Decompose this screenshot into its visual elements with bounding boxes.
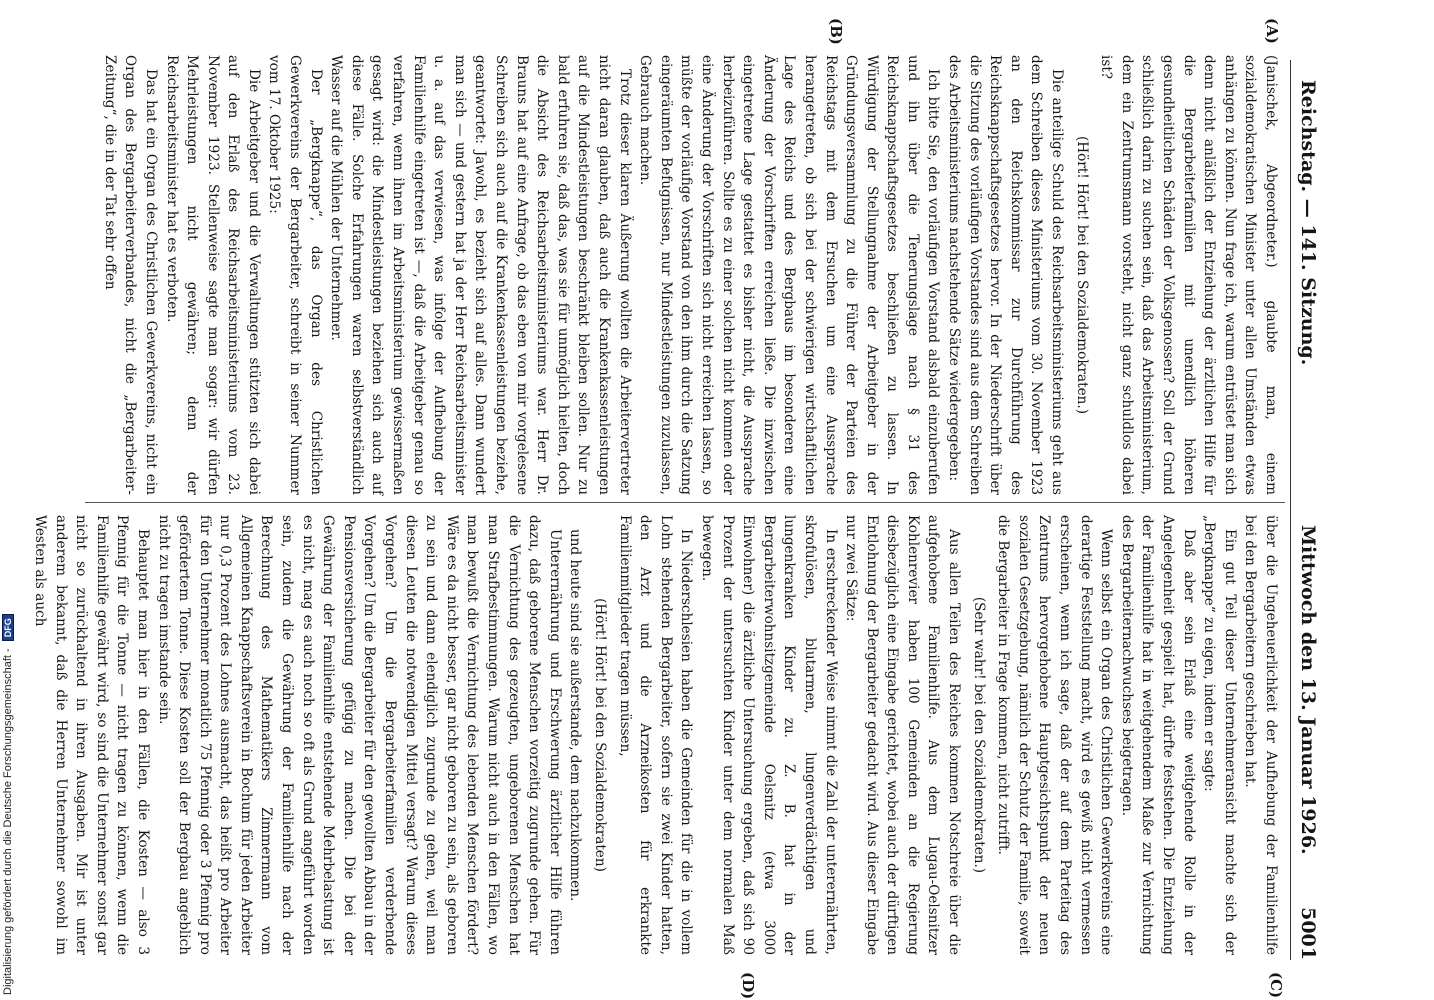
interjection: (Hört! Hört! bei den Sozialdemokraten) <box>592 598 608 872</box>
quoted-paragraph: Daß aber sein Erlaß eine weitgehende Rolle in der Angelegenheit gespielt hat, dürfte feststehen. Die Entziehung der Familienhilfe hat in weitgehendem Maße zur Vernichtung des Bergarbeiternachwuchses beigetragen. <box>1118 515 1197 955</box>
margin-mark-b: (B) <box>827 18 845 45</box>
text-column-right <box>31 515 1281 955</box>
paragraph: (Janischek, Abgeordneter.) glaubte man, einem sozialdemokratischen Minister unter allen Umständen etwas anhängen zu können. Nun frage ich, warum entrüstet man sich denn nicht anläßlich der Entziehung der ärztlichen Hilfe für die Bergarbeiterfamilien mit unendlich höheren gesundheitlichen Schäden der Volksgenossen? Soll der Grund schließlich darin zu suchen sein, daß das Arbeitsministerium, dem ein Zentrumsmann vorsteht, nicht ganz schuldlos dabei ist? <box>1098 55 1279 495</box>
paragraph: und heute sind sie außerstande, dem nachzukommen. <box>567 529 584 902</box>
newspaper-page <box>31 0 1325 1000</box>
margin-mark-a: (A) <box>1263 18 1281 44</box>
paragraph: Unterernährung und Erschwerung ärztlicher Hilfe führen dazu, daß geborene Menschen vorzeitig zugrunde gehen. Für die Vernichtung des gezeugten, ungeborenen Menschen hat man Strafbestimmungen. Warum nicht auch in den Fällen, wo man bewußt die Vernichtung des lebenden Menschen fördert? Wäre es da nicht besser, gar nicht geboren zu sein, als geboren zu sein und dann elendiglich zugrunde zu gehen, weil man diesen Leuten die notwendigen Mittel versagt? Warum dieses Vorgehen? Um die Bergarbeiterfamilien verderbende Vorgehen? Um die Bergarbeiter für den gewollten Abbau in der Pensionsversicherung gefügig zu machen. Die bei der Gewährung der Familienhilfe entstehende Mehrbelastung ist es nicht, mag es auch noch so oft als Grund angeführt worden sein, zudem die Gewährung der Familienhilfe nach der Berechnung des Mathematikers Zimmermann vom Allgemeinen Knappschaftsverein in Bochum für jeden Arbeiter nur 0,3 Prozent des Lohnes ausmacht, das heißt pro Arbeiter für den Unternehmer monatlich 75 Pfennig oder 3 Pfennig pro gefördertem Tonne. Diese Kosten soll der Bergbau angeblich nicht zu tragen imstande sein. <box>155 515 563 955</box>
dfg-logo-icon: DFG <box>2 614 14 641</box>
paragraph: Der „Bergknappe“, das Organ des Christlichen Gewerkvereins der Bergarbeiter, schreibt in seiner Nummer vom 17. Oktober 1925: <box>266 55 324 495</box>
interjection: (Hört! Hört! bei den Sozialdemokraten.) <box>1073 135 1090 415</box>
paragraph: Das hat ein Organ des Christlichen Gewerkvereins, nicht ein Organ des Bergarbeiterverbandes, nicht die „Bergarbeiter-Zeitung“, die in der Tat sehr offen <box>101 55 159 495</box>
margin-mark-c: (C) <box>1267 972 1285 999</box>
header-rule <box>1290 60 1291 960</box>
quoted-paragraph: Ich bitte Sie, den vorläufigen Vorstand alsbald einzuberufen und ihn über die Tenerungslage nach § 31 des Reichsknappschaftsgesetzes beschließen zu lassen. In Würdigung der Stellungnahme der Arbeitgeber in der Gründungsversammlung zu die Führer der Parteien des Reichstags mit dem Ersuchen um eine Aussprache herangetreten, ob sich bei der schwierigen wirtschaftlichen Lage des Reichs und des Bergbaus im besonderen eine Änderung der Vorschriften erreichen ließe. Die inzwischen eingetretene Lage gestattet es bisher nicht, die Aussprache herbeizuführen. Sollte es zu einer solchen nicht kommen oder eine Änderung der Vorschriften sich nicht erreichen lassen, so müßte der vorläufige Vorstand von den ihm durch die Satzung eingeräumten Befugnissen, nur Mindestleistungen zuzulassen, Gebrauch machen. <box>637 55 942 495</box>
paragraph: Ein gut Teil dieser Unternehmeransicht machte sich der „Bergknappe“ zu eigen, indem er sagte: <box>1201 515 1238 955</box>
running-header-left: Reichstag. — 141. Sitzung. <box>1297 80 1319 366</box>
paragraph: Behauptet man hier in den Fällen, die Kosten — also 3 Pfennig für die Tonne — nicht tragen zu können, wenn die Familienhilfe gewährt wird, so sind die Unternehmer sonst gar nicht so zurückhaltend in ihren Ausgaben. Mir ist unter anderem bekannt, daß die Herren Unternehmer sowohl im Westen als auch <box>31 515 151 955</box>
text-column-left <box>81 55 1281 495</box>
page-number: 5001 <box>1297 907 1319 960</box>
column-divider <box>85 502 1285 503</box>
paragraph: Aus allen Teilen des Reiches kommen Notschreie über die aufgehobene Familienhilfe. Aus dem Lugau-Oelsnitzer Kohlenrevier haben 100 Gemeinden an die Regierung diesbezüglich eine Eingabe gerichtet, wobei auch der dürftigen Entlohnung der Bergarbeiter gedacht wird. Aus dieser Eingabe nur zwei Sätze: <box>843 515 963 955</box>
paragraph: Wenn selbst ein Organ des Christlichen Gewerkvereins eine derartige Feststellung macht, wird es gewiß nicht vermessen erscheinen, wenn ich sage, daß der auf dem Parteitag des Zentrums hervorgehobene Hauptgesichtspunkt der neuen sozialen Gesetzgebung, nämlich der Schutz der Familie, soweit die Bergarbeiter in Frage kommen, nicht zutrifft. <box>995 515 1115 955</box>
quoted-paragraph: In erschreckender Weise nimmt die Zahl der unterernährten, skrofulösen, blutarmen, lungenverdächtigen und lungenkranken Kinder zu. Z. B. hat in der Bergarbeiterwohnsitzgemeinde Oelsnitz (etwa 3000 Einwohner) die ärztliche Untersuchung ergeben, daß sich 90 Prozent der untersuchten Kinder unter dem normalen Maß bewegen. <box>698 515 839 955</box>
footer-text: Digitalisierung gefördert durch die Deutsche Forschungsgemeinschaft - <box>2 648 14 995</box>
margin-mark-d: (D) <box>739 972 757 1000</box>
quoted-paragraph: Die Arbeitgeber und die Verwaltungen stützten sich dabei auf den Erlaß des Reichsarbeitsministeriums vom 23. November 1923. Stellenweise sagte man sogar: wir dürfen Mehrleistungen nicht gewähren; denn der Reichsarbeitsminister hat es verboten. <box>163 55 262 495</box>
running-header-right: Mittwoch den 13. Januar 1926. <box>1297 525 1319 855</box>
paragraph: Die anteilige Schuld des Reichsarbeitsministeriums geht aus dem Schreiben dieses Ministeriums vom 30. November 1923 an den Reichskommissar zur Durchführung des Reichsknappschaftsgesetzes hervor. In der Niederschrift über die Sitzung des vorläufigen Vorstandes sind aus dem Schreiben des Arbeitsministeriums nachstehende Sätze wiedergegeben: <box>946 55 1066 495</box>
digitization-footer <box>2 0 18 995</box>
paragraph: über die Ungeheuerlichkeit der Aufhebung der Familienhilfe bei den Bergarbeitern geschrieben hat. <box>1242 515 1279 955</box>
paragraph: Trotz dieser klaren Äußerung wollten die Arbeitervertreter nicht daran glauben, daß auch die Krankenkassenleistungen auf die Mindestleistungen beschränkt bleiben sollen. Nur zu bald erfuhren sie, daß das, was sie für unmöglich hielten, doch die Absicht des Reichsarbeitsministeriums war. Herr Dr. Brauns hat auf eine Anfrage, ob das eben von mir vorgelesene Schreiben sich auch auf die Krankenkassenleistungen beziehe, geantwortet: Jawohl, es bezieht sich auf alles. Dann wundert man sich — und gestern hat ja der Herr Reichsarbeitsminister u. a. auf das verwiesen, was infolge der Aufhebung der Familienhilfe eingetreten ist —, daß die Arbeitgeber genau so verfahren, wenn ihnen im Arbeitsministerium gewissermaßen gesagt wird: die Mindestleistungen beziehen sich auch auf diese Fälle. Solche Erfahrungen waren selbstverständlich Wasser auf die Mühlen der Unternehmer. <box>328 55 633 495</box>
quoted-paragraph: In Niederschlesien haben die Gemeinden für die in vollem Lohn stehenden Bergarbeiter, sofern sie zwei Kinder hatten, den Arzt und die Arzneikosten für erkrankte Familienmitglieder tragen müssen, <box>616 515 695 955</box>
interjection: (Sehr wahr! bei den Sozialdemokraten.) <box>970 596 987 874</box>
